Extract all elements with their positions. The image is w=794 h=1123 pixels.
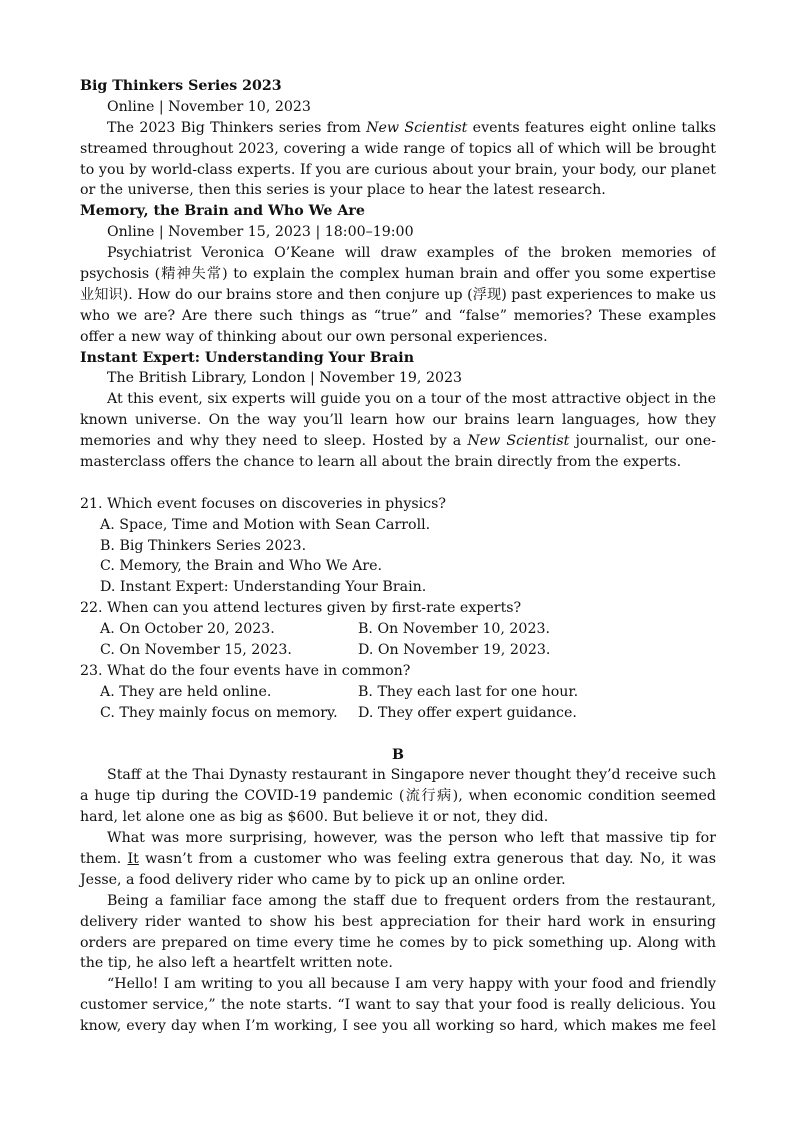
answer-option: C. They mainly focus on memory. (100, 704, 338, 721)
paragraph-line: known universe. On the way you’ll learn how our brains learn languages, how they (80, 412, 716, 429)
paragraph-line: delivery rider wanted to show his best appreciation for their hard work in ensuring (80, 913, 716, 930)
underlined-word: It (127, 850, 139, 867)
answer-option: D. Instant Expert: Understanding Your Brain. (100, 579, 427, 596)
answer-option: B. They each last for one hour. (358, 683, 579, 700)
event-meta: Online | November 10, 2023 (107, 98, 311, 115)
question-stem: 23. What do the four events have in common? (80, 662, 411, 679)
paragraph-line: What was more surprising, however, was the person who left that massive tip for (107, 830, 716, 847)
paragraph-line: masterclass offers the chance to learn all about the brain directly from the experts. (80, 454, 682, 471)
paragraph-line: know, every day when I’m working, I see you all working so hard, which makes me feel (80, 1018, 716, 1035)
paragraph-line: orders are prepared on time every time he comes by to pick something up. Along with (80, 934, 716, 951)
answer-option: B. On November 10, 2023. (358, 621, 551, 638)
paragraph-line: offer a new way of thinking about our own personal experiences. (80, 328, 548, 345)
answer-option: A. They are held online. (100, 683, 272, 700)
answer-option: A. Space, Time and Motion with Sean Carroll. (100, 516, 431, 533)
option-row (80, 682, 716, 703)
event-meta: Online | November 15, 2023 | 18:00–19:00 (107, 224, 414, 241)
option-row (80, 619, 716, 640)
event-meta: The British Library, London | November 19, 2023 (107, 370, 463, 387)
paragraph-line: memories and why they need to sleep. Hosted by a New Scientist journalist, our one- (80, 433, 716, 450)
option-row (80, 703, 716, 724)
answer-option: C. On November 15, 2023. (100, 642, 292, 659)
publication-name: New Scientist (467, 433, 570, 450)
paragraph-line: At this event, six experts will guide you on a tour of the most attractive object in the (107, 391, 716, 408)
paragraph-line: streamed throughout 2023, covering a wide range of topics all of which will be brought (80, 140, 716, 157)
paragraph-line: or the universe, then this series is your place to hear the latest research. (80, 182, 606, 199)
paragraph-line: customer service,” the note starts. “I want to say that your food is really delicious. You (80, 997, 716, 1014)
exam-page (80, 76, 716, 1037)
paragraph-line: Being a familiar face among the staff due to frequent orders from the restaurant, (107, 892, 716, 909)
event-title: Big Thinkers Series 2023 (80, 78, 282, 94)
publication-name: New Scientist (366, 119, 468, 136)
paragraph-line: 业知识). How do our brains store and then conjure up (浮现) past experiences to make us (80, 286, 716, 303)
event-title: Memory, the Brain and Who We Are (80, 203, 365, 220)
event-title: Instant Expert: Understanding Your Brain (80, 349, 415, 366)
paragraph-line: them. It wasn’t from a customer who was feeling extra generous that day. No, it was (80, 850, 716, 867)
answer-option: A. On October 20, 2023. (100, 621, 275, 638)
question-stem: 22. When can you attend lectures given by first-rate experts? (80, 600, 522, 617)
paragraph-line: “Hello! I am writing to you all because I am very happy with your food and friendly (107, 976, 716, 993)
paragraph-line: psychosis (精神失常) to explain the complex human brain and offer you some expertise (80, 266, 716, 283)
paragraph-line: Psychiatrist Veronica O’Keane will draw examples of the broken memories of (107, 245, 716, 262)
answer-option: D. On November 19, 2023. (358, 642, 551, 659)
paragraph-line: Jesse, a food delivery rider who came by to pick up an online order. (80, 871, 566, 888)
paragraph-line: The 2023 Big Thinkers series from New Scientist events features eight online talks (107, 119, 716, 136)
option-row (80, 640, 716, 661)
answer-option: C. Memory, the Brain and Who We Are. (100, 558, 383, 575)
paragraph-line: the tip, he also left a heartfelt written note. (80, 955, 393, 972)
paragraph-line: Staff at the Thai Dynasty restaurant in Singapore never thought they’d receive such (107, 767, 716, 784)
paragraph-line: to you by world-class experts. If you are curious about your brain, your body, our planet (80, 161, 716, 178)
question-stem: 21. Which event focuses on discoveries in physics? (80, 495, 446, 512)
paragraph-line: who we are? Are there such things as “true” and “false” memories? These examples (80, 307, 716, 324)
section-label: B (392, 746, 404, 763)
answer-option: B. Big Thinkers Series 2023. (100, 537, 307, 554)
paragraph-line: hard, let alone one as big as $600. But believe it or not, they did. (80, 809, 549, 826)
paragraph-line: a huge tip during the COVID-19 pandemic (流行病), when economic condition seemed (80, 788, 716, 805)
answer-option: D. They offer expert guidance. (358, 704, 577, 721)
